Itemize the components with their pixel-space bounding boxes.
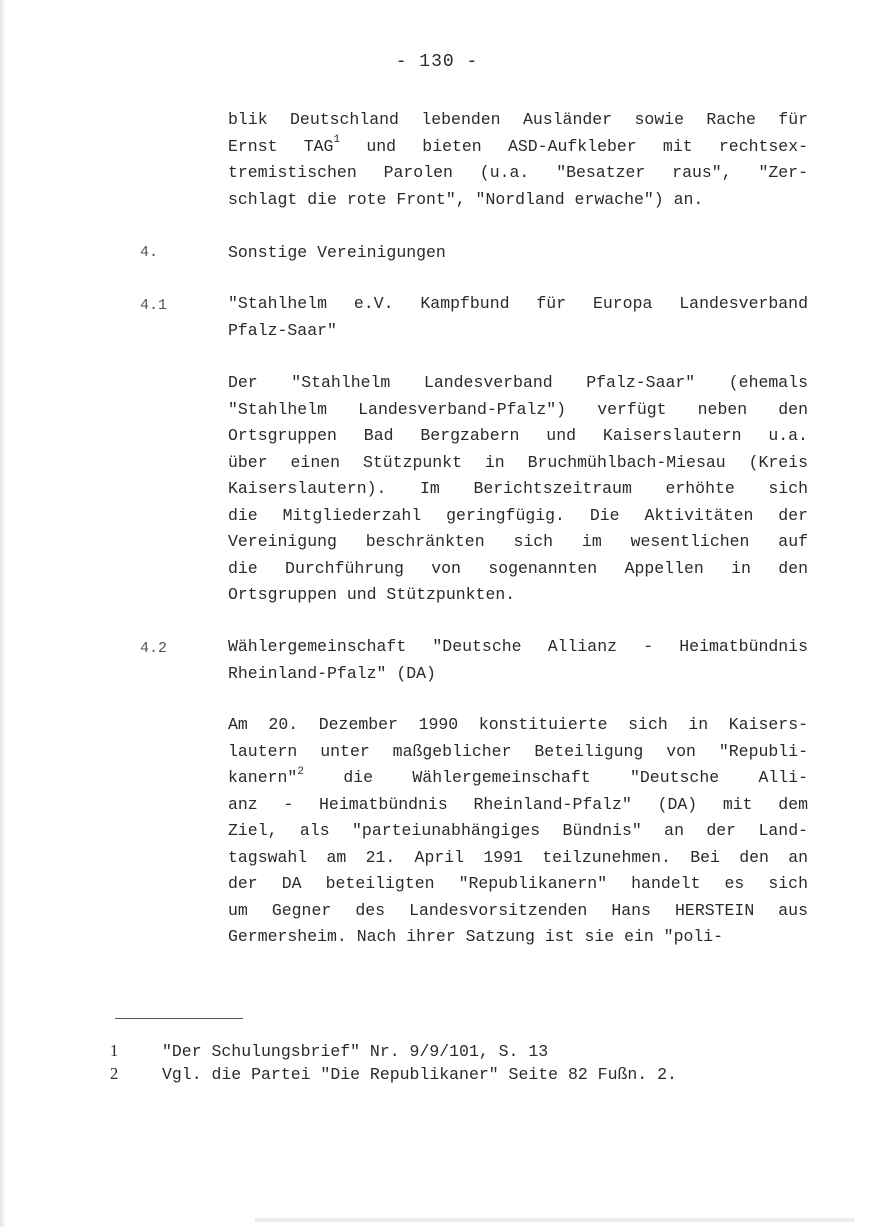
page-number: - 130 - [395, 52, 479, 72]
text-line: schlagt die rote Front", "Nordland erwache") an. [228, 189, 704, 209]
title-line: "Stahlhelm e.V. Kampfbund für Europa Landesverband [228, 294, 808, 313]
text-line: über einen Stützpunkt in Bruchmühlbach-Miesau (Kreis [228, 452, 808, 472]
text-line: Ziel, als "parteiunabhängiges Bündnis" an der Land- [228, 821, 808, 840]
section-number-4-1: 4.1 [140, 297, 168, 314]
section-body-4-2 [228, 712, 808, 951]
text-line: Ortsgruppen Bad Bergzabern und Kaiserslautern u.a. [228, 426, 808, 445]
text-line: Ortsgruppen und Stützpunkten. [228, 585, 516, 604]
footnote-text: Vgl. die Partei "Die Republikaner" Seite 82 Fußn. 2. [162, 1065, 677, 1084]
text-line [228, 134, 808, 161]
title-line: Pfalz-Saar" [228, 320, 337, 340]
text-line: der DA beteiligten "Republikanern" handelt es sich [228, 874, 808, 893]
title-line: Wählergemeinschaft "Deutsche Allianz - Heimatbündnis [228, 637, 808, 656]
footnote-number: 2 [110, 1064, 119, 1083]
section-title-4-1 [228, 291, 808, 344]
text-line: die Durchführung von sogenannten Appellen in den [228, 558, 808, 578]
text-fragment: Ernst TAG [228, 136, 334, 156]
text-line: um Gegner des Landesvorsitzenden Hans HERSTEIN aus [228, 900, 808, 920]
footnote-1 [110, 1040, 548, 1063]
scan-edge [0, 0, 6, 1227]
text-line: "Stahlhelm Landesverband-Pfalz") verfügt neben den [228, 399, 808, 419]
text-fragment: kanern" [228, 768, 298, 787]
footnote-number: 1 [110, 1041, 119, 1060]
scan-smudge [255, 1218, 855, 1222]
title-line: Rheinland-Pfalz" (DA) [228, 663, 436, 683]
text-line [228, 765, 808, 792]
footnote-2 [110, 1063, 677, 1086]
text-line: lautern unter maßgeblicher Beteiligung von "Republi- [228, 741, 808, 761]
text-line: Der "Stahlhelm Landesverband Pfalz-Saar" (ehemals [228, 373, 808, 392]
text-fragment: die Wählergemeinschaft "Deutsche Alli- [343, 768, 809, 787]
text-line: tremistischen Parolen (u.a. "Besatzer raus", "Zer- [228, 163, 808, 182]
section-body-4-1 [228, 370, 808, 609]
intro-paragraph [228, 107, 808, 213]
section-number-4: 4. [140, 244, 159, 261]
text-line: die Mitgliederzahl geringfügig. Die Aktivitäten der [228, 505, 808, 525]
section-title-4: Sonstige Vereinigungen [228, 243, 446, 262]
text-line: tagswahl am 21. April 1991 teilzunehmen. Bei den an [228, 847, 808, 867]
section-number-4-2: 4.2 [140, 640, 168, 657]
text-line: Am 20. Dezember 1990 konstituierte sich in Kaisers- [228, 715, 808, 734]
text-fragment: und bieten ASD-Aufkleber mit rechtsex- [366, 136, 809, 156]
footnote-ref-2: 2 [297, 765, 304, 778]
footnote-divider [115, 1018, 243, 1019]
text-line: blik Deutschland lebenden Ausländer sowie Rache für [228, 110, 808, 129]
section-title-4-2 [228, 634, 808, 687]
text-line: Germersheim. Nach ihrer Satzung ist sie ein "poli- [228, 927, 724, 946]
text-line: Kaiserslautern). Im Berichtszeitraum erhöhte sich [228, 479, 808, 498]
text-line: anz - Heimatbündnis Rheinland-Pfalz" (DA) mit dem [228, 794, 808, 814]
footnote-text: "Der Schulungsbrief" Nr. 9/9/101, S. 13 [162, 1042, 549, 1061]
footnote-ref-1: 1 [333, 134, 341, 146]
text-line: Vereinigung beschränkten sich im wesentlichen auf [228, 532, 808, 551]
